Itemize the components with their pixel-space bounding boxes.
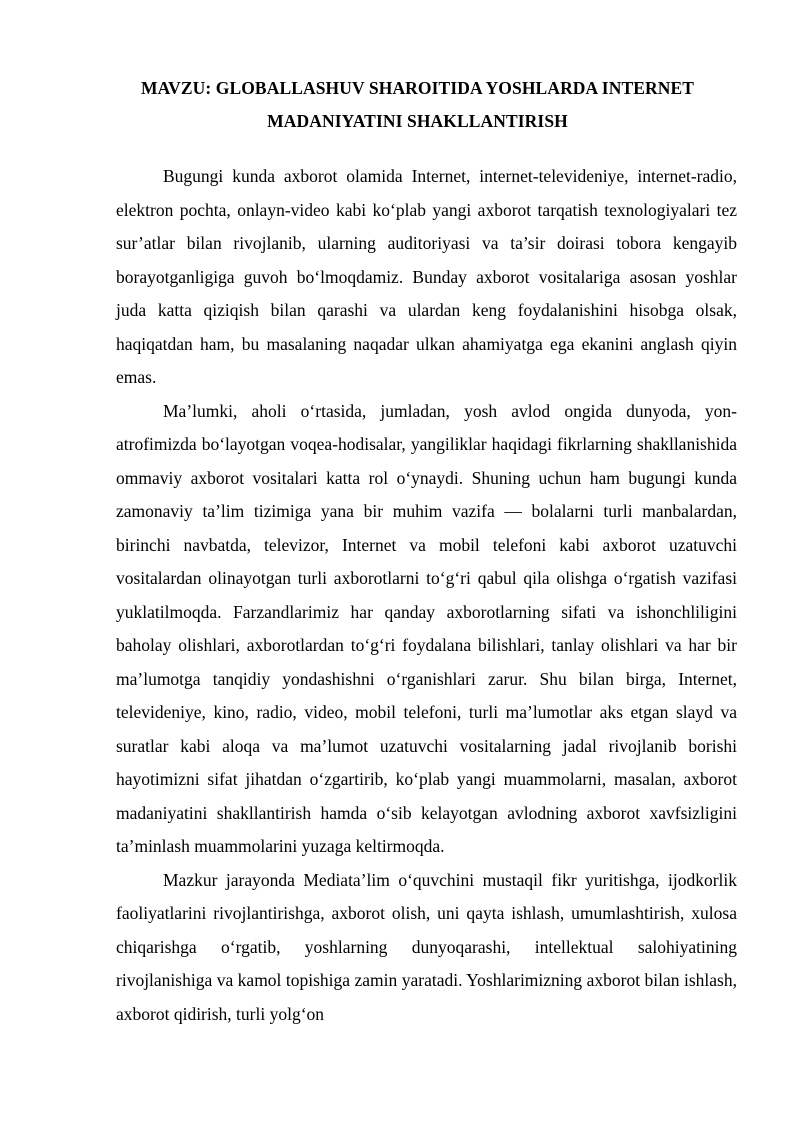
paragraph-3: Mazkur jarayonda Mediata’lim o‘quvchini mustaqil fikr yuritishga, ijodkorlik faoliyatlarini rivojlantirishga, axborot olish, uni qayta ishlash, umumlashtirish, xulosa chiqarishga o‘rgatib, yoshlarning dunyoqarashi, intellektual salohiyatining rivojlanishiga va kamol topishiga zamin yaratadi. Yoshlarimizning axborot bilan ishlash, axborot qidirish, turli yolg‘on	[116, 869, 737, 1024]
title-line-2: MADANIYATINI SHAKLLANTIRISH	[267, 111, 568, 131]
document-body	[116, 160, 737, 1031]
paragraph-2: Ma’lumki, aholi o‘rtasida, jumladan, yosh avlod ongida dunyoda, yon-atrofimizda bo‘layotgan voqea-hodisalar, yangiliklar haqidagi fikrlarning shakllanishida ommaviy axborot vositalari katta rol o‘ynaydi. Shuning uchun ham bugungi kunda zamonaviy ta’lim tizimiga yana bir muhim vazifa — bolalarni turli manbalardan, birinchi navbatda, televizor, Internet va mobil telefoni kabi axborot uzatuvchi vositalardan olinayotgan turli axborotlarni to‘g‘ri qabul qila olishga o‘rgatish vazifasi yuklatilmoqda. Farzandlarimiz har qanday axborotlarning sifati va ishonchliligini baholay olishlari, axborotlardan to‘g‘ri foydalana bilishlari, tanlay olishlari va har bir ma’lumotga tanqidiy yondashishni o‘rganishlari zarur. Shu bilan birga, Internet, televideniye, kino, radio, video, mobil telefoni, turli ma’lumotlar aks etgan slayd va suratlar kabi aloqa va ma’lumot uzatuvchi vositalarning jadal rivojlanib borishi hayotimizni sifat jihatdan o‘zgartirib, ko‘plab yangi muammolarni, masalan, axborot madaniyatini shakllantirish hamda o‘sib kelayotgan avlodning axborot xavfsizligini ta’minlash muammolarini yuzaga keltirmoqda.	[116, 400, 737, 856]
title-line-1: MAVZU: GLOBALLASHUV SHAROITIDA YOSHLARDA INTERNET	[140, 78, 695, 98]
document-title	[98, 72, 737, 138]
paragraph-1: Bugungi kunda axborot olamida Internet, internet-televideniye, internet-radio, elektron pochta, onlayn-video kabi ko‘plab yangi axborot tarqatish texnologiyalari tez sur’atlar bilan rivojlanib, ularning auditoriyasi va ta’sir doirasi tobora kengayib borayotganligiga guvoh bo‘lmoqdamiz. Bunday axborot vositalariga asosan yoshlar juda katta qiziqish bilan qarashi va ulardan keng foydalanishini hisobga olsak, haqiqatdan ham, bu masalaning naqadar ulkan ahamiyatga ega ekanini anglash qiyin emas.	[116, 166, 737, 387]
